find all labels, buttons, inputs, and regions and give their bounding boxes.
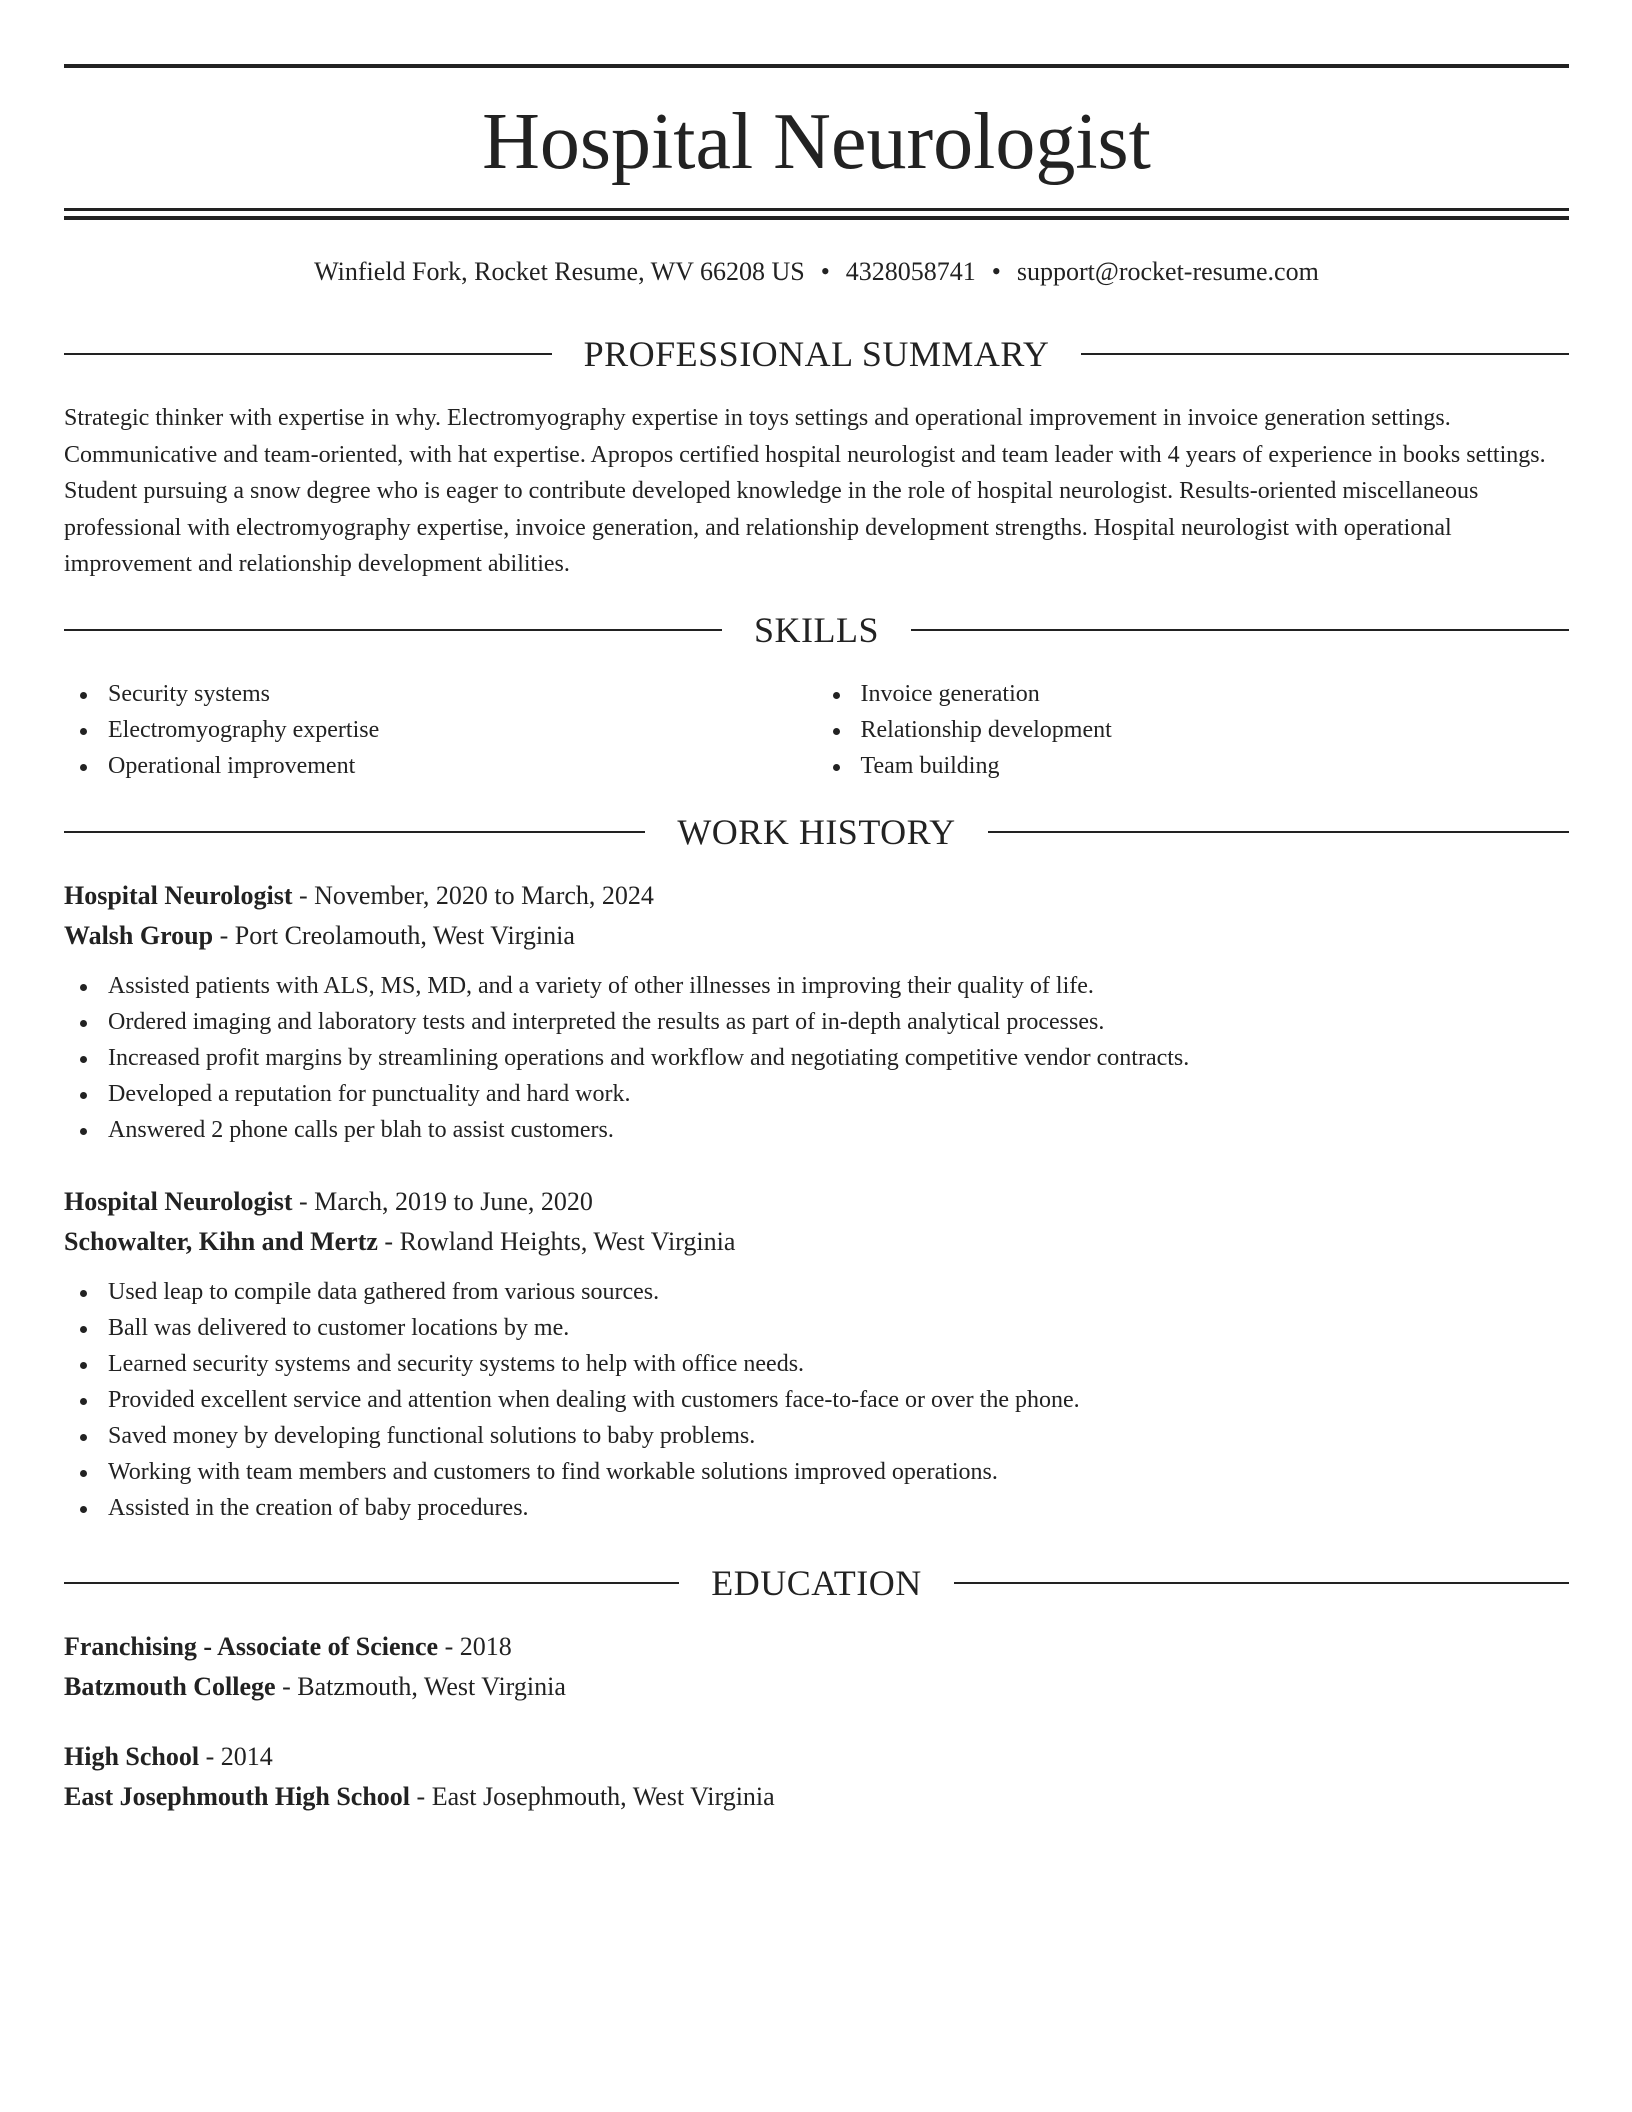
contact-separator: •	[991, 257, 1001, 286]
job-bullet: Developed a reputation for punctuality and hard work.	[64, 1076, 1569, 1112]
job-company-line	[64, 1222, 1569, 1262]
section-heading-work	[64, 810, 1569, 854]
job-title: Hospital Neurologist	[64, 1187, 293, 1216]
job-bullet: Increased profit margins by streamlining operations and workflow and negotiating competitive vendor contracts.	[64, 1040, 1569, 1076]
job-location: - Rowland Heights, West Virginia	[377, 1227, 736, 1256]
heading-rule	[954, 1582, 1569, 1584]
skill-item: Electromyography expertise	[64, 712, 817, 748]
job-bullet: Ball was delivered to customer locations by me.	[64, 1310, 1569, 1346]
work-entry	[64, 876, 1569, 1148]
school-line	[64, 1777, 1569, 1817]
job-bullet: Saved money by developing functional solutions to baby problems.	[64, 1418, 1569, 1454]
skill-item: Operational improvement	[64, 748, 817, 784]
heading-rule	[988, 831, 1569, 833]
section-title: SKILLS	[754, 610, 880, 650]
job-dates: - March, 2019 to June, 2020	[292, 1187, 593, 1216]
degree-title: High School	[64, 1742, 200, 1771]
contact-line	[64, 254, 1569, 290]
degree-line	[64, 1737, 1569, 1777]
heading-rule	[1081, 353, 1569, 355]
section-heading-skills	[64, 608, 1569, 652]
school-name: East Josephmouth High School	[64, 1782, 411, 1811]
contact-separator: •	[820, 257, 830, 286]
heading-rule	[911, 629, 1569, 631]
candidate-name: Hospital Neurologist	[482, 98, 1151, 186]
heading-rule	[64, 1582, 679, 1584]
school-location: - Batzmouth, West Virginia	[275, 1672, 566, 1701]
heading-rule	[64, 353, 552, 355]
job-bullet: Used leap to compile data gathered from various sources.	[64, 1274, 1569, 1310]
job-company: Schowalter, Kihn and Mertz	[64, 1227, 378, 1256]
job-bullet: Answered 2 phone calls per blah to assist customers.	[64, 1112, 1569, 1148]
skill-item: Team building	[817, 748, 1570, 784]
work-entry	[64, 1182, 1569, 1526]
contact-address: Winfield Fork, Rocket Resume, WV 66208 US	[314, 257, 805, 286]
skills-list	[64, 676, 1569, 784]
school-location: - East Josephmouth, West Virginia	[410, 1782, 775, 1811]
section-title: PROFESSIONAL SUMMARY	[583, 334, 1050, 374]
job-bullet: Provided excellent service and attention when dealing with customers face-to-face or over the phone.	[64, 1382, 1569, 1418]
section-title: WORK HISTORY	[677, 812, 956, 852]
section-heading-summary	[64, 332, 1569, 376]
section-heading-education	[64, 1561, 1569, 1605]
heading-rule	[64, 831, 645, 833]
job-title-line	[64, 876, 1569, 916]
job-bullets	[64, 968, 1569, 1148]
contact-email: support@rocket-resume.com	[1016, 257, 1319, 286]
skill-item: Security systems	[64, 676, 817, 712]
job-company: Walsh Group	[64, 921, 214, 950]
skill-item: Invoice generation	[817, 676, 1570, 712]
degree-year: - 2014	[199, 1742, 273, 1771]
job-bullet: Assisted in the creation of baby procedures.	[64, 1490, 1569, 1526]
job-bullet: Learned security systems and security systems to help with office needs.	[64, 1346, 1569, 1382]
skills-column-right	[817, 676, 1570, 784]
heading-rule	[64, 629, 722, 631]
summary-text: Strategic thinker with expertise in why. Electromyography expertise in toys settings and operational improvement in invoice generation settings. Communicative and team-oriented, with hat expertise. Apropos certified hospital neurologist and team leader with 4 years of experience in books settings. Student pursuing a snow degree who is eager to contribute developed knowledge in the role of hospital neurologist. Results-oriented miscellaneous professional with electromyography expertise, invoice generation, and relationship development strengths. Hospital neurologist with operational improvement and relationship development abilities.	[64, 405, 1546, 578]
job-bullet: Ordered imaging and laboratory tests and interpreted the results as part of in-depth analytical processes.	[64, 1004, 1569, 1040]
job-title-line	[64, 1182, 1569, 1222]
job-bullets	[64, 1274, 1569, 1526]
degree-year: - 2018	[438, 1632, 512, 1661]
job-dates: - November, 2020 to March, 2024	[292, 881, 654, 910]
degree-line	[64, 1627, 1569, 1667]
school-name: Batzmouth College	[64, 1672, 276, 1701]
header-double-rule	[64, 208, 1569, 220]
education-entry	[64, 1627, 1569, 1707]
job-location: - Port Creolamouth, West Virginia	[213, 921, 575, 950]
job-bullet: Working with team members and customers to find workable solutions improved operations.	[64, 1454, 1569, 1490]
section-title: EDUCATION	[711, 1563, 922, 1603]
job-bullet: Assisted patients with ALS, MS, MD, and a variety of other illnesses in improving their quality of life.	[64, 968, 1569, 1004]
skills-column-left	[64, 676, 817, 784]
school-line	[64, 1667, 1569, 1707]
job-company-line	[64, 916, 1569, 956]
contact-phone: 4328058741	[845, 257, 976, 286]
degree-title: Franchising - Associate of Science	[64, 1632, 439, 1661]
skill-item: Relationship development	[817, 712, 1570, 748]
education-entry	[64, 1737, 1569, 1817]
job-title: Hospital Neurologist	[64, 881, 293, 910]
header-top-rule	[64, 64, 1569, 68]
